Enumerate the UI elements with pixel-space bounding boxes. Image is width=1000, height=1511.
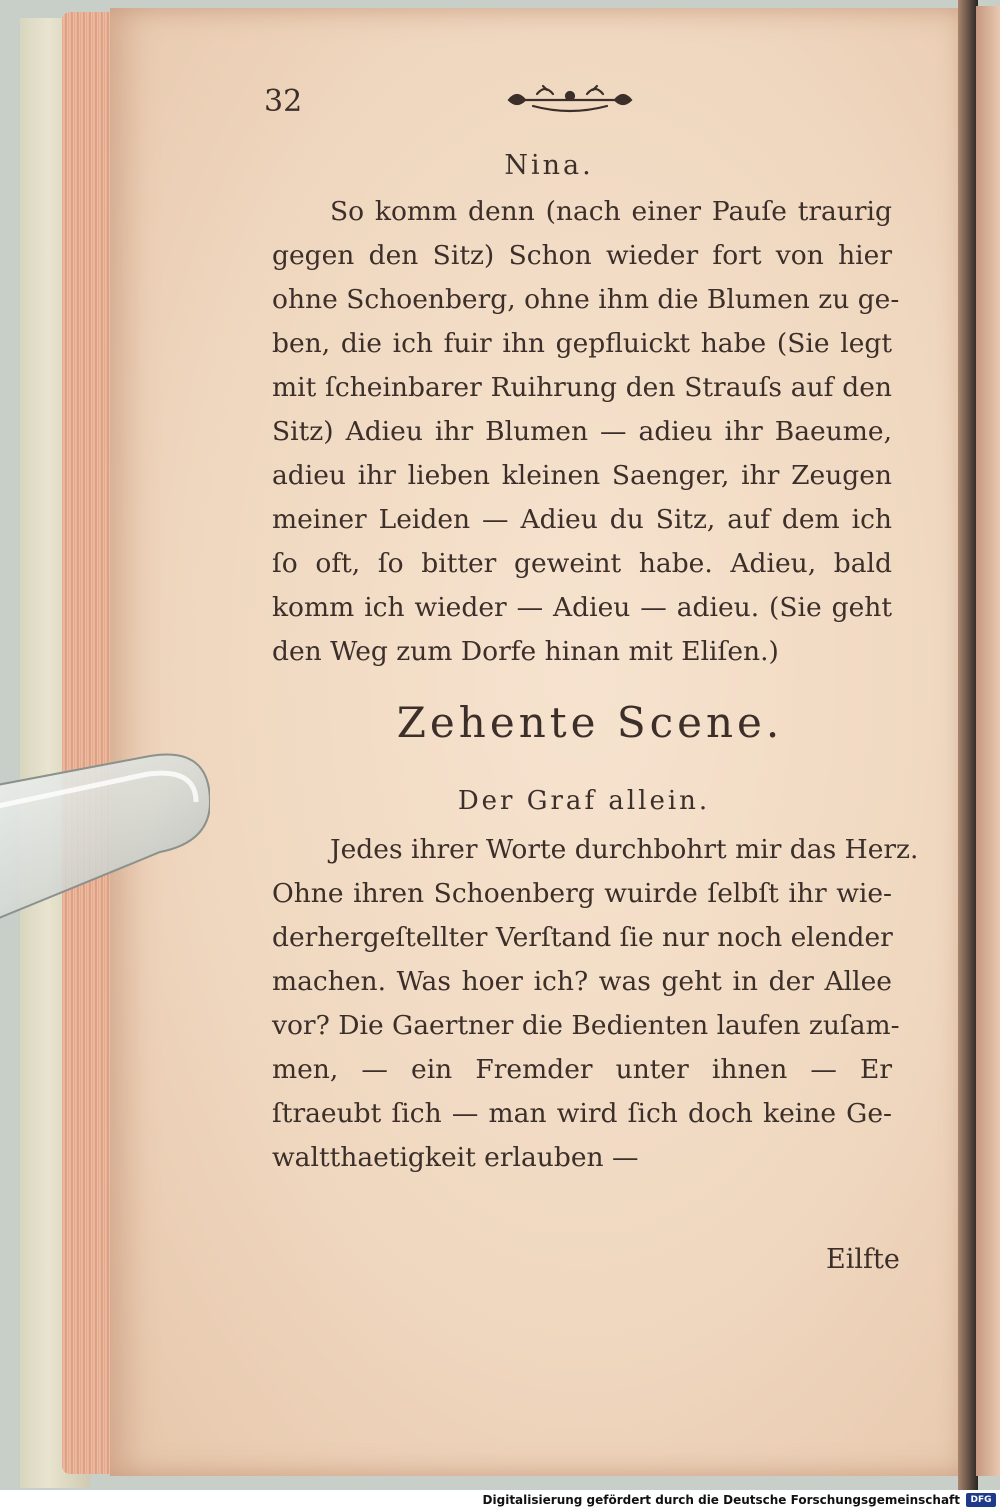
text-line: Jedes ihrer Worte durchbohrt mir das Herz. — [330, 834, 919, 865]
text-line: ſo oft, ſo bitter geweint habe. Adieu, bald — [272, 548, 892, 579]
page-number: 32 — [264, 84, 303, 119]
text-line: Sitz) Adieu ihr Blumen — adieu ihr Baeume, — [272, 416, 892, 447]
glass-page-weight — [0, 752, 210, 942]
text-line: adieu ihr lieben kleinen Saenger, ihr Zeugen — [272, 460, 892, 491]
text-line: Ohne ihren Schoenberg wuirde ſelbſt ihr wie- — [272, 878, 892, 909]
ornament-icon — [503, 78, 637, 122]
footer-credit: Digitalisierung gefördert durch die Deutsche Forschungsgemeinschaft — [482, 1493, 960, 1507]
text-line: waltthaetigkeit erlauben — — [272, 1142, 639, 1173]
scene-persons: Der Graf allein. — [457, 786, 711, 816]
text-line: mit ſcheinbarer Ruihrung den Strauſs auf den — [272, 372, 892, 403]
text-line: derhergeſtellter Verſtand ſie nur noch elender — [272, 922, 893, 953]
footer-bar — [0, 1490, 1000, 1511]
text-line: machen. Was hoer ich? was geht in der Allee — [272, 966, 892, 997]
text-line: men, — ein Fremder unter ihnen — Er — [272, 1054, 892, 1085]
text-line: komm ich wieder — Adieu — adieu. (Sie geht — [272, 592, 892, 623]
text-line: ſtraeubt ſich — man wird ſich doch keine Ge- — [272, 1098, 892, 1129]
text-line: So komm denn (nach einer Pauſe traurig — [330, 196, 892, 227]
text-line: ohne Schoenberg, ohne ihm die Blumen zu ge- — [272, 284, 900, 315]
scene-heading: Zehente Scene. — [396, 698, 784, 747]
text-line: den Weg zum Dorfe hinan mit Eliſen.) — [272, 636, 779, 667]
catchword: Eilfte — [826, 1244, 900, 1275]
text-line: gegen den Sitz) Schon wieder fort von hier — [272, 240, 892, 271]
text-line: vor? Die Gaertner die Bedienten laufen zuſam- — [272, 1010, 900, 1041]
text-line: ben, die ich fuir ihn gepfluickt habe (Sie legt — [272, 328, 892, 359]
text-line: meiner Leiden — Adieu du Sitz, auf dem ich — [272, 504, 892, 535]
dfg-logo-icon: DFG — [966, 1493, 996, 1507]
speaker-name: Nina. — [504, 150, 594, 181]
